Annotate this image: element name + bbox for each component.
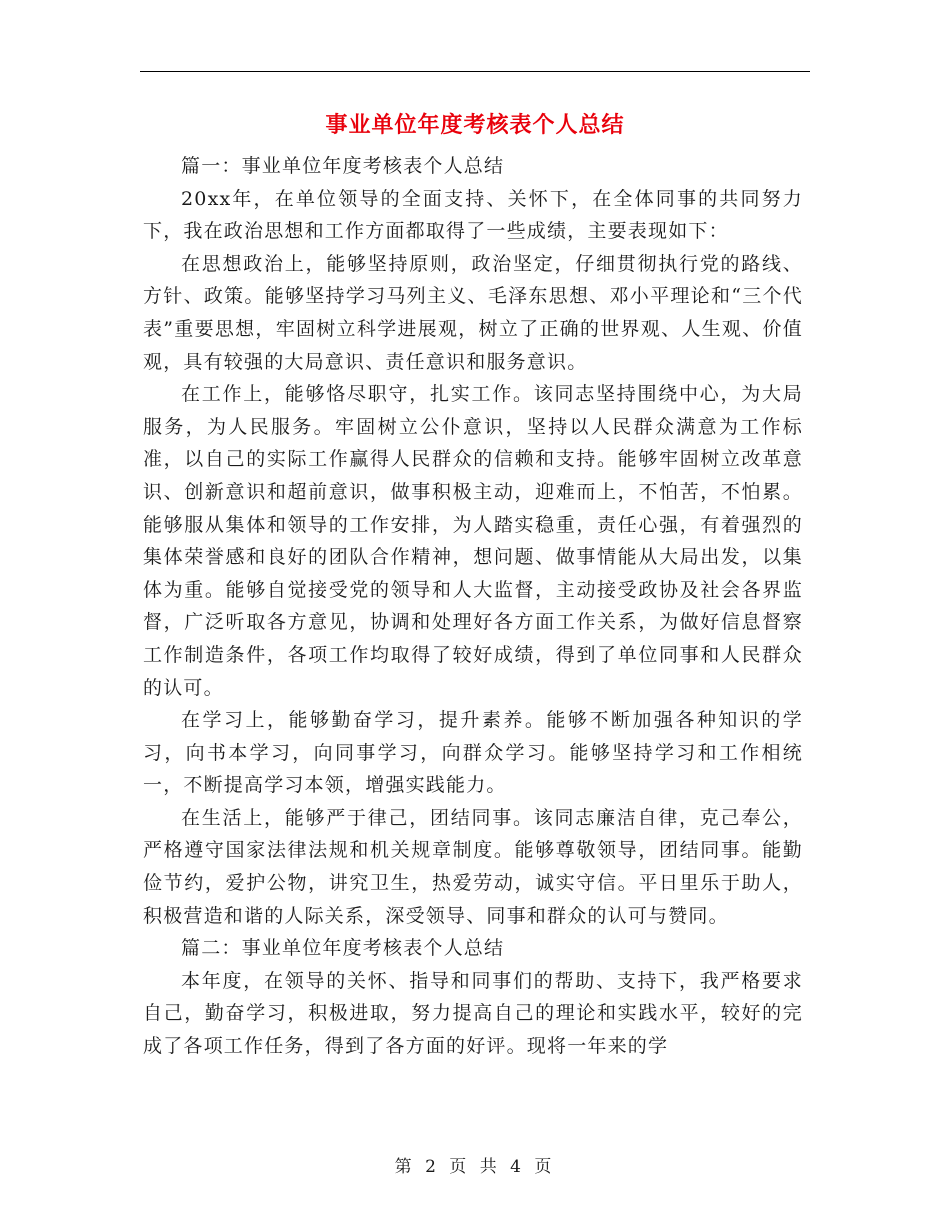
paragraph-year-summary: 本年度，在领导的关怀、指导和同事们的帮助、支持下，我严格要求自己，勤奋学习，积极进取，努力提高自己的理论和实践水平，较好的完成了各项工作任务，得到了各方面的好评。现将一年来的学 [143,969,803,1058]
section-heading-2: 篇二：事业单位年度考核表个人总结 [181,937,505,960]
document-body [143,150,803,1063]
document-title: 事业单位年度考核表个人总结 [325,112,625,138]
section-heading-1: 篇一：事业单位年度考核表个人总结 [181,155,505,177]
paragraph-politics: 在思想政治上，能够坚持原则，政治坚定，仔细贯彻执行党的路线、方针、政策。能够坚持学习马列主义、毛泽东思想、邓小平理论和“三个代表”重要思想，牢固树立科学进展观，树立了正确的世界观、人生观、价值观，具有较强的大局意识、责任意识和服务意识。 [143,252,803,373]
paragraph-intro: 20xx年，在单位领导的全面支持、关怀下，在全体同事的共同努力下，我在政治思想和工作方面都取得了一些成绩，主要表现如下： [143,187,803,243]
paragraph-study: 在学习上，能够勤奋学习，提升素养。能够不断加强各种知识的学习，向书本学习，向同事学习，向群众学习。能够坚持学习和工作相统一，不断提高学习本领，增强实践能力。 [143,709,803,797]
page-number-footer: 第 2 页 共 4 页 [394,1157,556,1177]
header-rule [140,71,810,72]
paragraph-life: 在生活上，能够严于律己，团结同事。该同志廉洁自律，克己奉公，严格遵守国家法律法规和机关规章制度。能够尊敬领导，团结同事。能勤俭节约，爱护公物，讲究卫生，热爱劳动，诚实守信。平日里乐于助人，积极营造和谐的人际关系，深受领导、同事和群众的认可与赞同。 [143,806,803,927]
paragraph-work: 在工作上，能够恪尽职守，扎实工作。该同志坚持围绕中心，为大局服务，为人民服务。牢固树立公仆意识，坚持以人民群众满意为工作标准，以自己的实际工作赢得人民群众的信赖和支持。能够牢固树立改革意识、创新意识和超前意识，做事积极主动，迎难而上，不怕苦，不怕累。能够服从集体和领导的工作安排，为人踏实稳重，责任心强，有着强烈的集体荣誉感和良好的团队合作精神，想问题、做事情能从大局出发，以集体为重。能够自觉接受党的领导和人大监督，主动接受政协及社会各界监督，广泛听取各方意见，协调和处理好各方面工作关系，为做好信息督察工作制造条件，各项工作均取得了较好成绩，得到了单位同事和人民群众的认可。 [143,383,803,699]
